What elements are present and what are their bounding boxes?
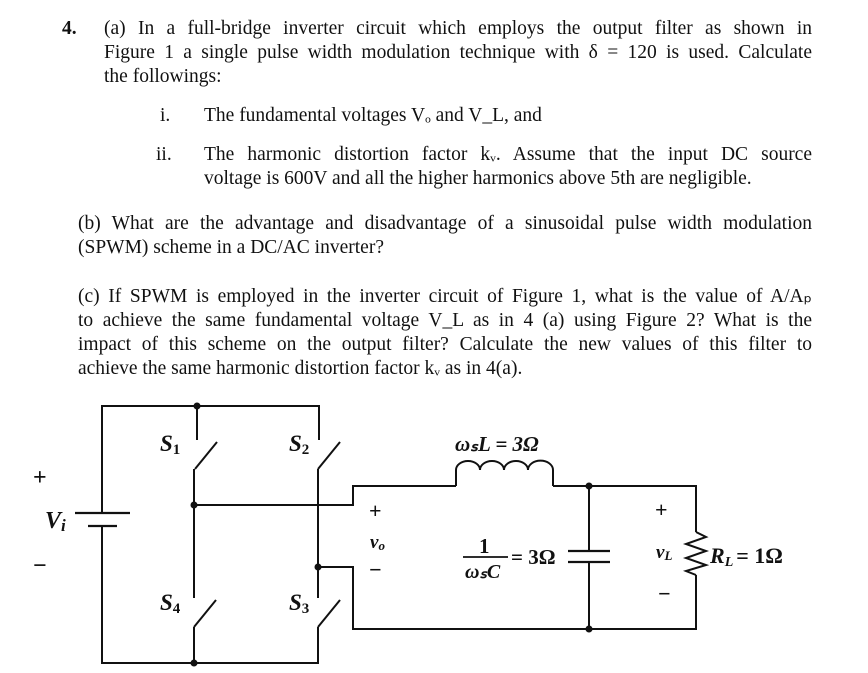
vi-plus: + xyxy=(33,465,47,491)
inductor-symbol xyxy=(456,461,553,486)
resistor-label: RL = 1Ω xyxy=(710,543,783,570)
vl-label: vL xyxy=(656,542,673,563)
resistor-symbol xyxy=(686,532,706,575)
part-c-line-1: (c) If SPWM is employed in the inverter circuit of Figure 1, what is the value of A/Aₚ xyxy=(78,286,812,307)
inductor-label: ωₛL = 3Ω xyxy=(455,432,539,456)
vi-minus: − xyxy=(33,553,47,579)
item-ii-line-2: voltage is 600V and all the higher harmonics above 5th are negligible. xyxy=(204,168,752,189)
item-ii-line-1: The harmonic distortion factor kᵥ. Assume that the input DC source xyxy=(204,144,812,165)
s3-label: S3 xyxy=(289,590,310,617)
question-number: 4. xyxy=(62,18,77,39)
switch-s3 xyxy=(318,600,340,627)
part-a-line-1: (a) In a full-bridge inverter circuit which employs the output filter as shown in xyxy=(104,18,812,39)
s1-label: S1 xyxy=(160,431,181,458)
part-b-line-2: (SPWM) scheme in a DC/AC inverter? xyxy=(78,237,384,258)
circuit-wires xyxy=(102,406,696,663)
part-b-line-1: (b) What are the advantage and disadvantage of a sinusoidal pulse width modulation xyxy=(78,213,812,234)
item-i-marker: i. xyxy=(160,105,171,126)
item-ii-marker: ii. xyxy=(156,144,172,165)
s4-label: S4 xyxy=(160,590,181,617)
battery-symbol xyxy=(75,513,130,526)
part-a-line-3: the followings: xyxy=(104,66,222,87)
vo-minus: − xyxy=(369,557,382,582)
item-i-text: The fundamental voltages Vₒ and V_L, and xyxy=(204,105,542,126)
vo-label: vo xyxy=(370,532,385,553)
capacitor-symbol xyxy=(568,551,610,562)
part-c-line-4: achieve the same harmonic distortion factor kᵥ as in 4(a). xyxy=(78,358,523,379)
switch-s2 xyxy=(318,442,340,469)
switch-s4 xyxy=(194,600,216,627)
vi-label: Vi xyxy=(45,508,66,535)
s2-label: S2 xyxy=(289,431,310,458)
part-a-line-2: Figure 1 a single pulse width modulation technique with δ = 120 is used. Calculate xyxy=(104,42,812,63)
part-c-line-2: to achieve the same fundamental voltage V_L as in 4 (a) using Figure 2? What is the xyxy=(78,310,812,331)
switch-s1 xyxy=(195,442,217,469)
capacitor-label-denominator: ωₛC xyxy=(465,561,501,583)
capacitor-value: = 3Ω xyxy=(511,545,556,569)
vl-minus: − xyxy=(658,581,671,606)
part-c-line-3: impact of this scheme on the output filter? Calculate the new values of this filter to xyxy=(78,334,812,355)
vo-plus: + xyxy=(369,498,382,523)
vl-plus: + xyxy=(655,497,668,522)
capacitor-label-numerator: 1 xyxy=(479,534,490,558)
